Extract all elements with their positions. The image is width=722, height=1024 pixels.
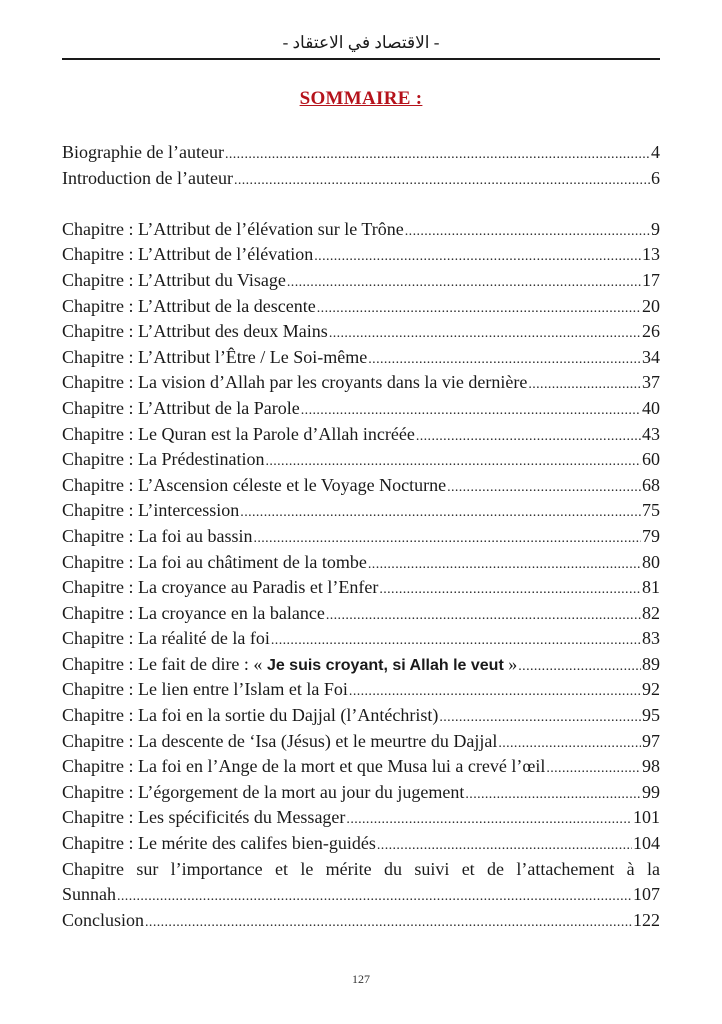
running-header: - الاقتصاد في الاعتقاد - bbox=[282, 33, 440, 52]
toc-leader-dots bbox=[287, 270, 641, 296]
toc-entry[interactable] bbox=[62, 217, 660, 243]
toc-entry-label: Chapitre : La foi en la sortie du Dajjal (l’Antéchrist) bbox=[62, 705, 439, 726]
toc-leader-dots bbox=[326, 603, 641, 629]
toc-entry-page: 79 bbox=[642, 525, 660, 546]
toc-entry-page: 122 bbox=[633, 909, 660, 930]
page-title: SOMMAIRE : bbox=[299, 88, 423, 109]
toc-entry-label: Chapitre : L’Ascension céleste et le Voyage Nocturne bbox=[62, 474, 447, 495]
toc-entry-page: 107 bbox=[633, 884, 660, 905]
toc-entry-page: 92 bbox=[642, 679, 660, 700]
toc-entry-label: Chapitre : La descente de ‘Isa (Jésus) et le meurtre du Dajjal bbox=[62, 730, 498, 751]
toc-entry[interactable] bbox=[62, 550, 660, 576]
toc-entry[interactable] bbox=[62, 601, 660, 627]
toc-entry-suffix: » bbox=[503, 653, 518, 674]
toc-entry-label: Chapitre : L’Attribut l’Être / Le Soi-même bbox=[62, 346, 368, 367]
toc-leader-dots bbox=[379, 577, 641, 603]
toc-entry-page: 4 bbox=[651, 142, 660, 162]
toc-entry-label: Chapitre : Le Quran est la Parole d’Allah incréée bbox=[62, 423, 415, 444]
toc-leader-dots bbox=[465, 782, 641, 808]
toc-entry[interactable] bbox=[62, 524, 660, 550]
toc-leader-dots bbox=[368, 552, 641, 578]
toc-entry-label: Chapitre : L’Attribut du Visage bbox=[62, 269, 286, 290]
toc-entry-page: 81 bbox=[642, 577, 660, 598]
toc-entry[interactable] bbox=[62, 140, 660, 166]
toc-entry[interactable] bbox=[62, 268, 660, 294]
toc-entry[interactable] bbox=[62, 294, 660, 320]
toc-entry-label: Chapitre : L’Attribut de l’élévation bbox=[62, 244, 314, 265]
toc-leader-dots bbox=[498, 731, 641, 757]
toc-entry-label: Chapitre : La réalité de la foi bbox=[62, 628, 270, 649]
toc-entry-page: 98 bbox=[642, 756, 660, 777]
toc-entry[interactable] bbox=[62, 754, 660, 780]
toc-entry-label: Chapitre : L’Attribut de la descente bbox=[62, 295, 316, 316]
toc-entry-page: 83 bbox=[642, 628, 660, 649]
toc-entry[interactable] bbox=[62, 805, 660, 831]
toc-intro-group bbox=[62, 140, 660, 191]
toc-entry[interactable] bbox=[62, 447, 660, 473]
toc-leader-dots bbox=[528, 372, 641, 398]
toc-entry-page: 43 bbox=[642, 423, 660, 444]
toc-leader-dots bbox=[416, 424, 641, 450]
toc-entry[interactable] bbox=[62, 473, 660, 499]
toc-entry-prefix: Chapitre : Le fait de dire : « bbox=[62, 653, 267, 674]
toc-entry[interactable] bbox=[62, 396, 660, 422]
toc-entry-label-line2: Sunnah bbox=[62, 884, 116, 905]
toc-entry-label: Chapitre : L’Attribut de la Parole bbox=[62, 397, 300, 418]
toc-entry-bold-quote: Je suis croyant, si Allah le veut bbox=[266, 656, 504, 674]
toc-entry-label: Chapitre : La Prédestination bbox=[62, 449, 265, 470]
toc-entry-label: Chapitre : La foi au bassin bbox=[62, 525, 253, 546]
toc-leader-dots bbox=[240, 500, 641, 526]
toc-entry-label: Chapitre : La foi au châtiment de la tombe bbox=[62, 551, 367, 572]
toc-leader-dots bbox=[329, 321, 641, 347]
toc-entry-label: Conclusion bbox=[62, 909, 145, 930]
toc-entry[interactable] bbox=[62, 626, 660, 652]
toc-entry-label: Chapitre : La foi en l’Ange de la mort et que Musa lui a crevé l’œil bbox=[62, 756, 546, 777]
toc-entry-multiline[interactable] bbox=[62, 857, 660, 908]
toc-entry[interactable] bbox=[62, 166, 660, 192]
toc-entry[interactable] bbox=[62, 729, 660, 755]
toc-leader-dots bbox=[405, 219, 650, 245]
toc-entry-label: Chapitre : La vision d’Allah par les croyants dans la vie dernière bbox=[62, 372, 528, 393]
toc-leader-dots bbox=[234, 168, 650, 194]
toc-entry-label: Biographie de l’auteur bbox=[62, 142, 224, 162]
toc-leader-dots bbox=[253, 526, 641, 552]
toc-entry[interactable] bbox=[62, 242, 660, 268]
toc-entry-page: 80 bbox=[642, 551, 660, 572]
toc-entry-page: 82 bbox=[642, 602, 660, 623]
toc-leader-dots bbox=[145, 910, 632, 936]
toc-entry-page: 13 bbox=[642, 244, 660, 265]
toc-entry-page: 99 bbox=[642, 781, 660, 802]
toc-entry-label: Chapitre : Le mérite des califes bien-guidés bbox=[62, 833, 376, 854]
toc-entry-label: Chapitre : La croyance au Paradis et l’Enfer bbox=[62, 577, 379, 598]
toc-entry[interactable] bbox=[62, 422, 660, 448]
toc-entry-label bbox=[62, 652, 517, 679]
toc-leader-dots bbox=[349, 679, 641, 705]
toc-entry[interactable] bbox=[62, 370, 660, 396]
toc-entry-line2 bbox=[62, 882, 660, 908]
toc-leader-dots bbox=[447, 475, 641, 501]
toc-leader-dots bbox=[265, 449, 641, 475]
toc-entry-page: 6 bbox=[651, 167, 660, 188]
toc-entry-page: 101 bbox=[633, 807, 660, 828]
toc-entry-page: 97 bbox=[642, 730, 660, 751]
toc-entry-label: Chapitre : La croyance en la balance bbox=[62, 602, 325, 623]
toc-entry-label: Chapitre : L’égorgement de la mort au jour du jugement bbox=[62, 781, 465, 802]
toc-entry-page: 9 bbox=[651, 218, 660, 239]
toc-entry-label: Chapitre : L’Attribut des deux Mains bbox=[62, 321, 328, 342]
toc-entry[interactable] bbox=[62, 319, 660, 345]
toc-spacer bbox=[62, 191, 660, 217]
toc-leader-dots bbox=[317, 296, 641, 322]
toc-entry-label-line1: Chapitre sur l’importance et le mérite du suivi et de l’attachement à la bbox=[62, 858, 660, 879]
toc-entry-page: 95 bbox=[642, 705, 660, 726]
toc-entry[interactable] bbox=[62, 345, 660, 371]
toc-entry-page: 104 bbox=[633, 833, 660, 854]
toc-leader-dots bbox=[117, 884, 632, 910]
toc-entry[interactable] bbox=[62, 575, 660, 601]
toc-entry-page: 75 bbox=[642, 500, 660, 521]
toc-leader-dots bbox=[346, 807, 632, 833]
toc-leader-dots bbox=[518, 654, 641, 680]
toc-entry-page: 68 bbox=[642, 474, 660, 495]
toc-leader-dots bbox=[377, 833, 632, 859]
toc-entry-page: 34 bbox=[642, 346, 660, 367]
toc-leader-dots bbox=[301, 398, 641, 424]
toc-chapter-group bbox=[62, 217, 660, 652]
toc-entry-label: Chapitre : Les spécificités du Messager bbox=[62, 807, 346, 828]
header-rule bbox=[62, 58, 660, 60]
toc-entry[interactable] bbox=[62, 908, 660, 934]
toc-chapter-group-2 bbox=[62, 677, 660, 856]
toc-leader-dots bbox=[368, 347, 641, 373]
page-number: 127 bbox=[352, 972, 370, 986]
toc-entry-label: Introduction de l’auteur bbox=[62, 167, 233, 188]
toc-leader-dots bbox=[271, 628, 641, 654]
toc-entry-page: 26 bbox=[642, 321, 660, 342]
toc-entry-label: Chapitre : L’intercession bbox=[62, 500, 240, 521]
toc-entry[interactable] bbox=[62, 498, 660, 524]
toc-entry[interactable] bbox=[62, 703, 660, 729]
toc-entry[interactable] bbox=[62, 831, 660, 857]
toc-entry-special[interactable] bbox=[62, 652, 660, 678]
toc-entry-page: 60 bbox=[642, 449, 660, 470]
toc-entry-page: 40 bbox=[642, 397, 660, 418]
toc-entry[interactable] bbox=[62, 780, 660, 806]
toc-leader-dots bbox=[546, 756, 641, 782]
toc-entry-label: Chapitre : L’Attribut de l’élévation sur le Trône bbox=[62, 218, 404, 239]
toc-leader-dots bbox=[225, 142, 650, 168]
toc-leader-dots bbox=[439, 705, 641, 731]
toc-leader-dots bbox=[314, 244, 641, 270]
toc-entry[interactable] bbox=[62, 677, 660, 703]
toc-entry-page: 89 bbox=[642, 653, 660, 674]
toc-entry-page: 17 bbox=[642, 269, 660, 290]
table-of-contents bbox=[62, 140, 660, 933]
toc-entry-page: 20 bbox=[642, 295, 660, 316]
toc-entry-label: Chapitre : Le lien entre l’Islam et la Foi bbox=[62, 679, 348, 700]
toc-entry-page: 37 bbox=[642, 372, 660, 393]
